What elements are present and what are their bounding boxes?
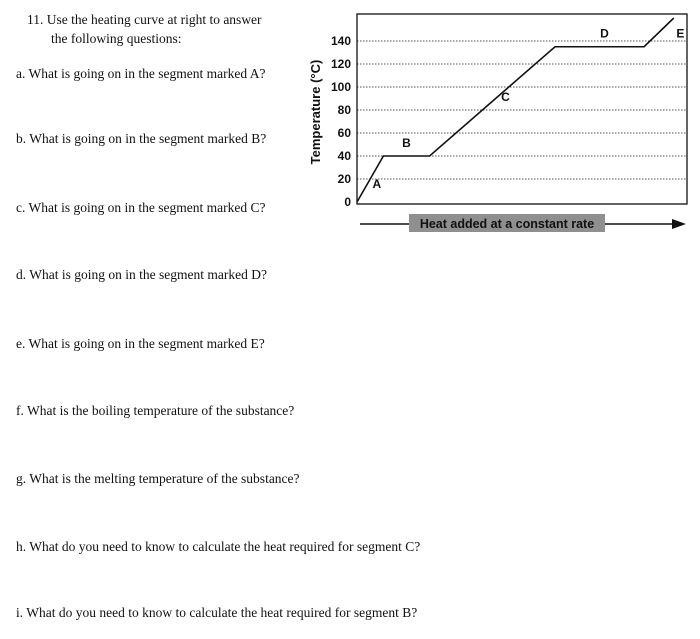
question-f: f. What is the boiling temperature of the substance?	[16, 403, 295, 418]
y-tick-label-80: 80	[337, 103, 351, 117]
y-axis-label: Temperature (°C)	[308, 59, 323, 165]
y-tick-label-140: 140	[330, 34, 351, 48]
segment-label-d: D	[600, 26, 609, 41]
y-tick-label-20: 20	[337, 172, 351, 186]
segment-label-a: A	[372, 177, 382, 192]
y-tick-label-100: 100	[330, 80, 351, 94]
segment-label-b: B	[402, 135, 411, 150]
y-tick-label-120: 120	[330, 57, 351, 71]
heating-curve-line	[357, 18, 674, 202]
header-line-1: 11. Use the heating curve at right to answer	[27, 12, 262, 27]
y-tick-label-0: 0	[344, 195, 351, 209]
plot-frame	[357, 14, 687, 204]
question-h: h. What do you need to know to calculate the heat required for segment C?	[16, 539, 421, 554]
question-c: c. What is going on in the segment marked C?	[16, 200, 266, 215]
question-d: d. What is going on in the segment marked D?	[16, 267, 267, 282]
x-axis-label: Heat added at a constant rate	[419, 217, 595, 231]
heating-curve-chart	[0, 0, 700, 260]
question-i: i. What do you need to know to calculate the heat required for segment B?	[16, 605, 418, 620]
y-tick-label-40: 40	[337, 149, 351, 163]
segment-label-c: C	[501, 89, 510, 104]
question-b: b. What is going on in the segment marked B?	[16, 131, 267, 146]
question-e: e. What is going on in the segment marked E?	[16, 336, 265, 351]
question-a: a. What is going on in the segment marked A?	[16, 66, 266, 81]
x-axis-arrow-head	[672, 219, 686, 229]
y-tick-label-60: 60	[337, 126, 351, 140]
header-line-2: the following questions:	[51, 31, 182, 46]
segment-label-e: E	[676, 26, 685, 41]
question-g: g. What is the melting temperature of the substance?	[16, 471, 300, 486]
